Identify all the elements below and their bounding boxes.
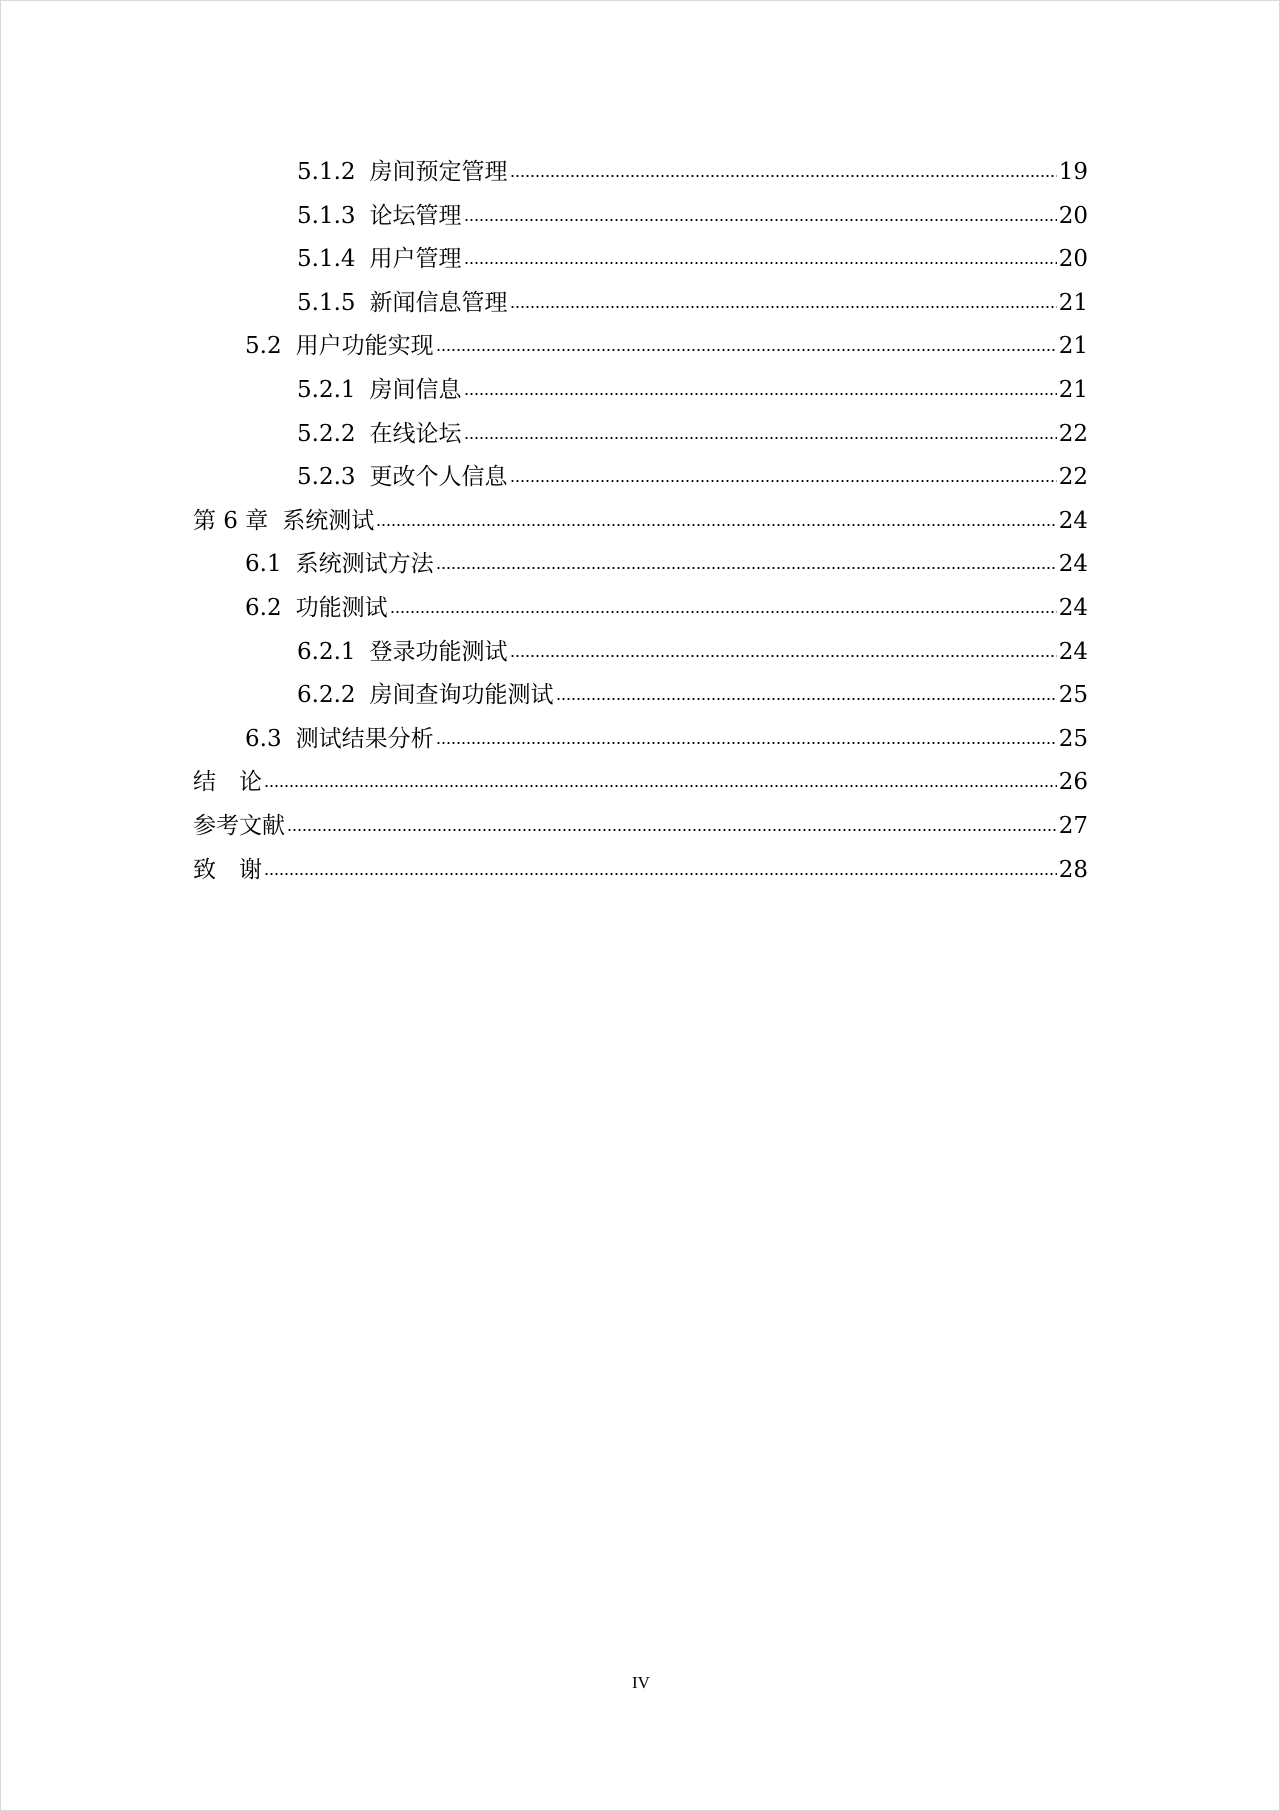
toc-entry-number: 5.1.5 xyxy=(297,289,356,316)
toc-entry-page-number: 25 xyxy=(1058,725,1088,752)
toc-entry[interactable] xyxy=(193,753,1088,797)
page-number: IV xyxy=(632,1673,650,1692)
toc-entry-title: 登录功能测试 xyxy=(369,638,508,665)
dot-leader xyxy=(436,565,1057,571)
toc-entry-page-number: 21 xyxy=(1058,333,1088,360)
toc-entry-title: 参考文献 xyxy=(193,813,285,839)
toc-entry-page-number: 22 xyxy=(1058,464,1088,491)
dot-leader xyxy=(390,609,1057,615)
dot-leader xyxy=(556,696,1057,702)
toc-entry-number: 6.2.1 xyxy=(297,638,356,665)
toc-entry-title: 结 论 xyxy=(193,769,262,796)
dot-leader xyxy=(510,478,1057,484)
dot-leader xyxy=(264,871,1057,877)
dot-leader xyxy=(464,260,1057,266)
toc-entry[interactable] xyxy=(193,230,1088,274)
toc-entry-title: 论坛管理 xyxy=(369,202,462,229)
toc-entry-title: 致 谢 xyxy=(193,856,262,883)
toc-entry-title: 系统测试方法 xyxy=(295,551,434,578)
toc-entry-number: 第 6 章 xyxy=(193,507,269,534)
dot-leader xyxy=(510,173,1057,179)
toc-entry[interactable] xyxy=(193,361,1088,405)
toc-entry-title: 更改个人信息 xyxy=(369,464,508,491)
toc-entry-title: 测试结果分析 xyxy=(295,725,434,752)
dot-leader xyxy=(510,653,1057,659)
toc-entry[interactable] xyxy=(193,143,1088,187)
dot-leader xyxy=(376,522,1056,528)
dot-leader xyxy=(436,347,1057,353)
toc-entry-number: 5.2.2 xyxy=(297,420,356,447)
toc-entry-number: 6.2.2 xyxy=(297,682,356,709)
dot-leader xyxy=(464,391,1057,397)
dot-leader xyxy=(510,304,1057,310)
toc-entry[interactable] xyxy=(193,405,1088,449)
toc-entry-title: 房间信息 xyxy=(369,377,462,403)
toc-entry-page-number: 21 xyxy=(1058,289,1088,316)
toc-entry-page-number: 24 xyxy=(1058,638,1088,665)
toc-entry-title: 系统测试 xyxy=(282,507,375,534)
toc-entry[interactable] xyxy=(193,274,1088,318)
toc-entry[interactable] xyxy=(193,623,1088,667)
toc-entry-page-number: 21 xyxy=(1058,377,1088,403)
dot-leader xyxy=(436,740,1057,746)
toc-entry-title: 用户管理 xyxy=(369,246,462,273)
toc-entry[interactable] xyxy=(193,317,1088,361)
toc-entry-number: 5.1.4 xyxy=(297,246,356,273)
toc-entry-page-number: 24 xyxy=(1058,551,1088,578)
toc-entry-title: 用户功能实现 xyxy=(295,333,434,360)
toc-entry-number: 6.3 xyxy=(245,725,282,752)
toc-entry[interactable] xyxy=(193,666,1088,710)
toc-entry-page-number: 24 xyxy=(1058,507,1088,534)
toc-entry-page-number: 19 xyxy=(1058,159,1088,185)
toc-entry-page-number: 24 xyxy=(1058,595,1088,621)
dot-leader xyxy=(464,435,1057,441)
toc-entry-number: 5.2.3 xyxy=(297,464,356,491)
toc-entry-number: 5.2 xyxy=(245,333,282,360)
toc-entry-page-number: 27 xyxy=(1058,813,1088,839)
toc-entry-page-number: 20 xyxy=(1058,246,1088,273)
toc-entry-number: 6.2 xyxy=(245,595,282,621)
toc-entry-page-number: 28 xyxy=(1058,856,1088,883)
toc-entry[interactable] xyxy=(193,841,1088,885)
toc-entry-number: 5.1.3 xyxy=(297,202,356,229)
toc-entry[interactable] xyxy=(193,797,1088,841)
toc-entry-title: 房间预定管理 xyxy=(369,159,508,185)
toc-entry-title: 新闻信息管理 xyxy=(369,289,508,316)
toc-entry[interactable] xyxy=(193,535,1088,579)
toc-entry-title: 功能测试 xyxy=(295,595,388,621)
toc-entry[interactable] xyxy=(193,492,1088,536)
toc-entry-page-number: 25 xyxy=(1058,682,1088,709)
toc-entry[interactable] xyxy=(193,710,1088,754)
toc-entry[interactable] xyxy=(193,187,1088,231)
toc-entry-page-number: 26 xyxy=(1058,769,1088,796)
toc-entry-page-number: 20 xyxy=(1058,202,1088,229)
toc-entry-number: 5.1.2 xyxy=(297,159,356,185)
toc-entry-title: 房间查询功能测试 xyxy=(369,682,554,709)
toc-entry[interactable] xyxy=(193,448,1088,492)
toc-entry-number: 5.2.1 xyxy=(297,377,356,403)
dot-leader xyxy=(264,783,1057,789)
dot-leader xyxy=(464,217,1057,223)
dot-leader xyxy=(287,827,1057,833)
toc-entry-number: 6.1 xyxy=(245,551,282,578)
toc-entry-title: 在线论坛 xyxy=(369,420,462,447)
toc-entry[interactable] xyxy=(193,579,1088,623)
toc-entry-page-number: 22 xyxy=(1058,420,1088,447)
